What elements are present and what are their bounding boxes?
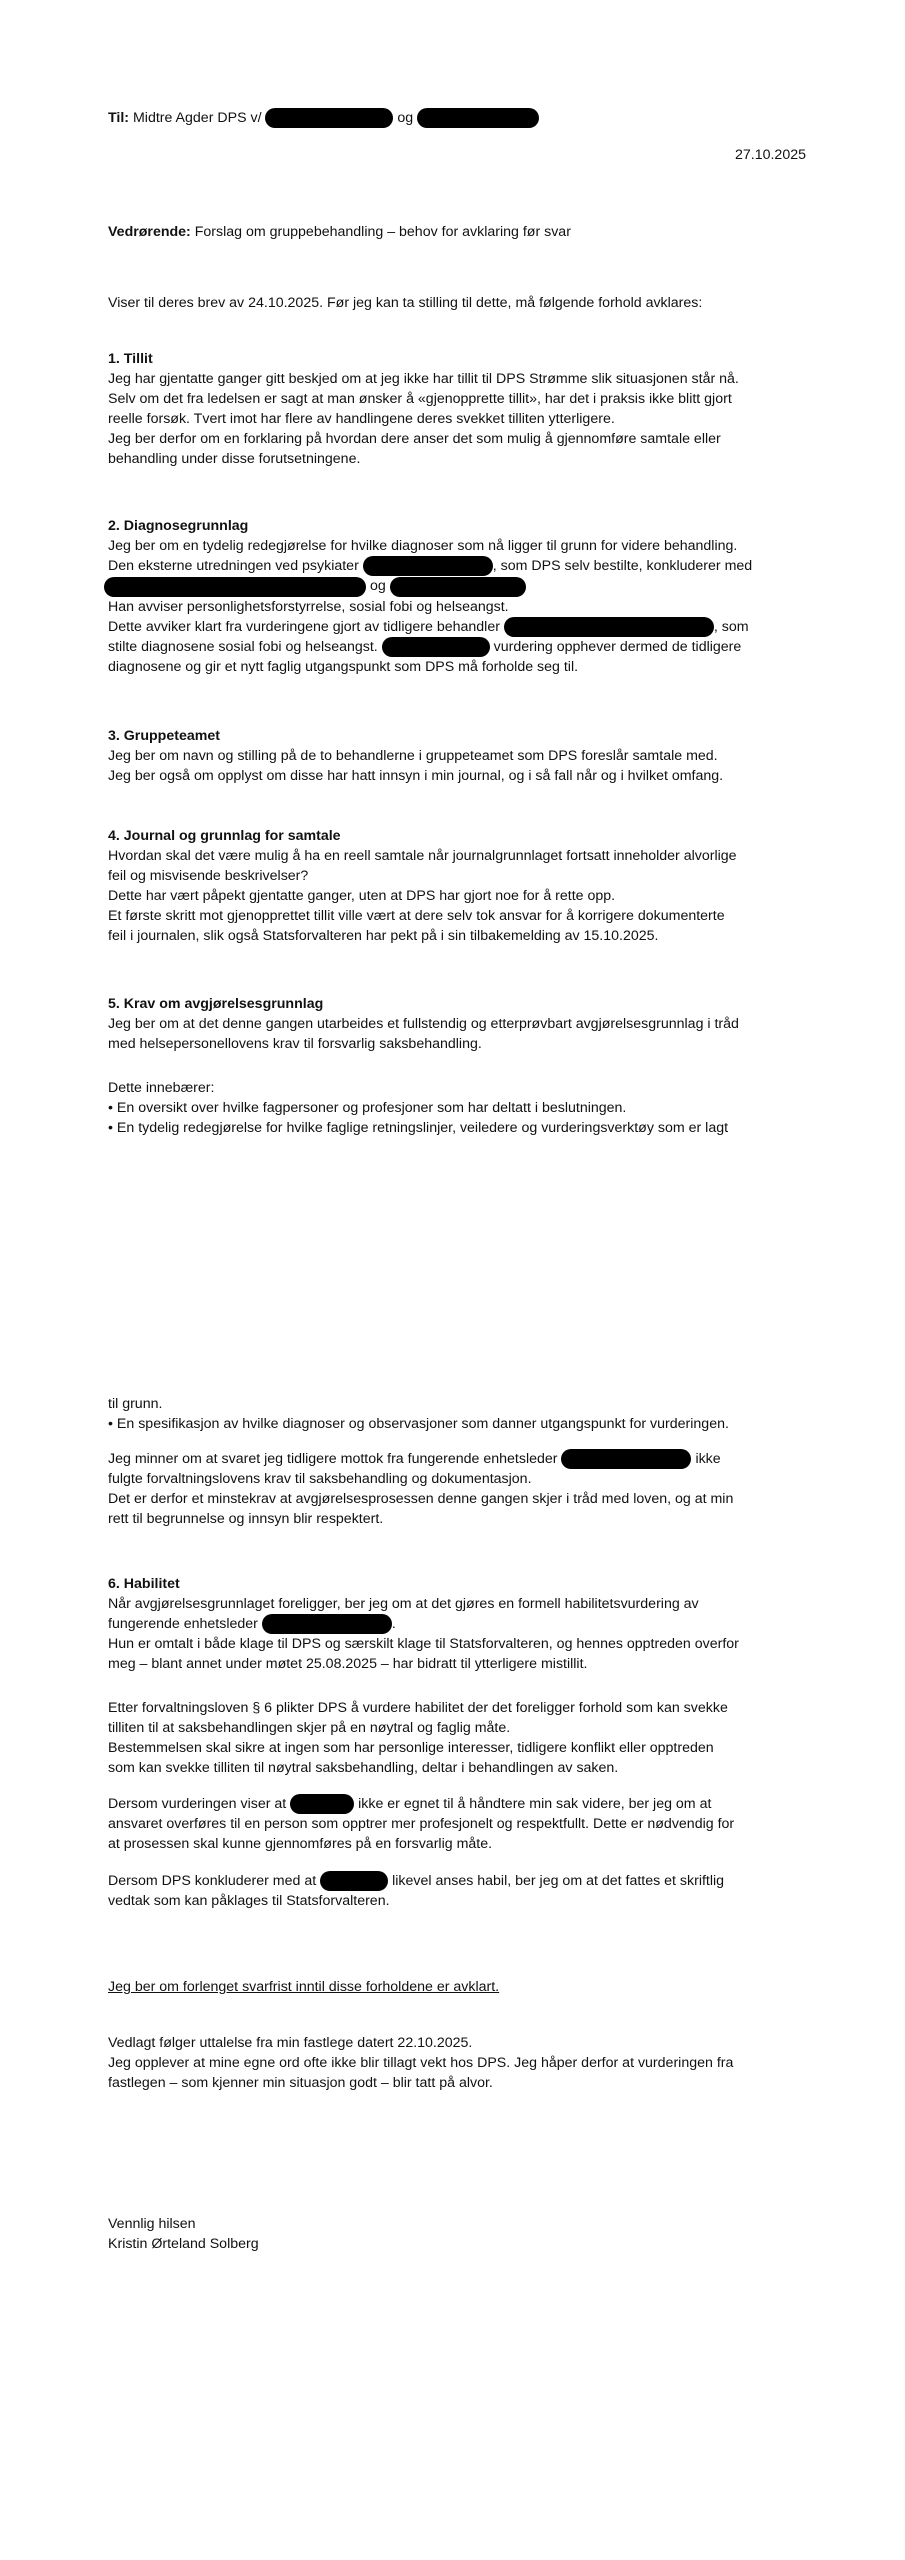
text-line: Jeg ber derfor om en forklaring på hvordan dere anser det som mulig å gjennomføre samtale eller: [108, 431, 721, 447]
text-line: som kan svekke tilliten til nøytral saksbehandling, deltar i behandlingen av saken.: [108, 1760, 619, 1776]
text-line: Det er derfor et minstekrav at avgjørelsesprosessen denne gangen skjer i tråd med loven, og at min: [108, 1491, 734, 1508]
text-fragment: Den eksterne utredningen ved psykiater: [108, 558, 359, 574]
text-line: tilliten til at saksbehandlingen skjer på en nøytral og faglig måte.: [108, 1720, 511, 1736]
redaction-mark: [504, 617, 714, 637]
text-line: Jeg ber om en tydelig redegjørelse for hvilke diagnoser som nå ligger til grunn for videre behandling.: [108, 538, 738, 554]
redaction-mark: [265, 108, 393, 128]
text-line: Jeg har gjentatte ganger gitt beskjed om at jeg ikke har tillit til DPS Strømme slik situasjonen står nå.: [108, 371, 739, 387]
text-line: feil og misvisende beskrivelser?: [108, 868, 309, 884]
text-fragment: vurdering opphever dermed de tidligere: [493, 638, 742, 655]
text-line: [108, 1614, 808, 1634]
text-line: at prosessen skal kunne gjennomføres på en forsvarlig måte.: [108, 1836, 493, 1853]
redaction-mark: [363, 556, 493, 576]
section-5-reminder: [108, 1449, 808, 1529]
deadline-request: Jeg ber om forlenget svarfrist inntil disse forholdene er avklart.: [108, 1979, 500, 1995]
text-line: [108, 637, 808, 657]
attachment-note: [108, 2033, 808, 2093]
section-6-paragraph-3: [108, 1794, 808, 1854]
text-line: Et første skritt mot gjenopprettet tillit ville vært at dere selv tok ansvar for å korrigere dokumenterte: [108, 908, 725, 924]
text-line: Jeg ber om at det denne gangen utarbeides et fullstendig og etterprøvbart avgjørelsesgrunnlag i tråd: [108, 1016, 739, 1032]
to-text: Midtre Agder DPS v/: [132, 110, 262, 126]
text-line: meg – blant annet under møtet 25.08.2025 – har bidratt til ytterligere mistillit.: [108, 1656, 588, 1673]
section-heading: 5. Krav om avgjørelsesgrunnlag: [108, 996, 324, 1012]
text-line: behandling under disse forutsetningene.: [108, 451, 361, 467]
section-6: [108, 1574, 808, 1674]
list-item: • En tydelig redegjørelse for hvilke faglige retningslinjer, veiledere og vurderingsverktøy som er lagt: [108, 1120, 729, 1136]
to-and: og: [397, 110, 414, 126]
text-line: rett til begrunnelse og innsyn blir respektert.: [108, 1511, 384, 1528]
redaction-mark: [104, 577, 366, 597]
text-fragment: ikke: [695, 1451, 721, 1467]
text-line: ansvaret overføres til en person som opptrer mer profesjonelt og respektfullt. Dette er nødvendig for: [108, 1816, 735, 1833]
section-5-list: [108, 1078, 808, 1138]
list-item: • En oversikt over hvilke fagpersoner og profesjoner som har deltatt i beslutningen.: [108, 1100, 627, 1116]
redaction-mark: [262, 1614, 392, 1634]
text-fragment: og: [369, 578, 386, 595]
text-line: Etter forvaltningsloven § 6 plikter DPS å vurdere habilitet der det foreligger forhold som kan svekke: [108, 1700, 728, 1716]
text-fragment: Dersom vurderingen viser at: [108, 1796, 287, 1812]
text-line: [108, 1794, 808, 1814]
text-fragment: stilte diagnosene sosial fobi og helseangst.: [108, 638, 378, 655]
text-line: Jeg ber også om opplyst om disse har hatt innsyn i min journal, og i så fall når og i hvilket omfang.: [108, 768, 724, 784]
text-line: fulgte forvaltningslovens krav til saksbehandling og dokumentasjon.: [108, 1471, 532, 1488]
text-line: [108, 617, 808, 637]
subject-label: Vedrørende:: [108, 224, 191, 240]
text-line: [104, 576, 808, 596]
text-line: Vedlagt følger uttalelse fra min fastlege datert 22.10.2025.: [108, 2035, 473, 2051]
redaction-mark: [320, 1871, 388, 1891]
to-label: Til:: [108, 110, 130, 126]
redaction-mark: [390, 577, 526, 597]
section-heading: 6. Habilitet: [108, 1576, 180, 1592]
text-line: Bestemmelsen skal sikre at ingen som har personlige interesser, tidligere konflikt eller opptreden: [108, 1740, 714, 1756]
text-fragment: Jeg minner om at svaret jeg tidligere mottok fra fungerende enhetsleder: [108, 1451, 558, 1467]
subject-text: Forslag om gruppebehandling – behov for avklaring før svar: [194, 224, 571, 240]
text-line: Jeg ber om navn og stilling på de to behandlerne i gruppeteamet som DPS foreslår samtale med.: [108, 748, 718, 764]
subject-line: [108, 222, 808, 242]
text-line: Dette innebærer:: [108, 1080, 215, 1096]
section-3: [108, 726, 808, 786]
text-line: Hvordan skal det være mulig å ha en reell samtale når journalgrunnlaget fortsatt inneholder alvorlige: [108, 848, 737, 864]
text-fragment: fungerende enhetsleder: [108, 1616, 258, 1632]
redaction-mark: [417, 108, 539, 128]
text-fragment: Dette avviker klart fra vurderingene gjort av tidligere behandler: [108, 618, 500, 635]
section-2: [108, 516, 808, 677]
text-fragment: .: [391, 1616, 396, 1632]
text-line: Dette har vært påpekt gjentatte ganger, uten at DPS har gjort noe for å rette opp.: [108, 888, 616, 904]
section-4: [108, 826, 808, 946]
redaction-mark: [561, 1449, 691, 1469]
section-6-paragraph-4: [108, 1871, 808, 1911]
text-line: [108, 556, 808, 576]
greeting: Vennlig hilsen: [108, 2216, 196, 2232]
text-line: Selv om det fra ledelsen er sagt at man ønsker å «gjenopprette tillit», har det i praksis ikke blitt gjort: [108, 391, 732, 407]
text-fragment: Dersom DPS konkluderer med at: [108, 1873, 317, 1889]
text-line: Hun er omtalt i både klage til DPS og særskilt klage til Statsforvalteren, og hennes opptreden overfor: [108, 1636, 739, 1653]
section-heading: 1. Tillit: [108, 351, 153, 367]
text-line: reelle forsøk. Tvert imot har flere av handlingene deres svekket tilliten ytterligere.: [108, 411, 615, 427]
section-5: [108, 994, 808, 1054]
text-fragment: , som: [713, 618, 749, 635]
signature-block: [108, 2214, 808, 2254]
text-line: vedtak som kan påklages til Statsforvalteren.: [108, 1893, 390, 1910]
redaction-mark: [382, 637, 490, 657]
text-line: [108, 1449, 808, 1469]
text-line: diagnosene og gir et nytt faglig utgangspunkt som DPS må forholde seg til.: [108, 659, 579, 675]
text-fragment: ikke er egnet til å håndtere min sak videre, ber jeg om at: [358, 1796, 712, 1812]
text-line: [108, 1871, 808, 1891]
signature-name: Kristin Ørteland Solberg: [108, 2236, 259, 2252]
text-line: med helsepersonellovens krav til forsvarlig saksbehandling.: [108, 1036, 482, 1052]
section-heading: 4. Journal og grunnlag for samtale: [108, 828, 341, 844]
section-heading: 3. Gruppeteamet: [108, 728, 220, 744]
text-line: Han avviser personlighetsforstyrrelse, sosial fobi og helseangst.: [108, 598, 509, 615]
section-1: [108, 349, 808, 469]
letter-date: 27.10.2025: [734, 147, 806, 163]
recipient-line: [108, 108, 808, 128]
list-item-continued: til grunn.: [108, 1396, 163, 1412]
text-fragment: likevel anses habil, ber jeg om at det fattes et skriftlig: [392, 1873, 725, 1889]
intro-paragraph: Viser til deres brev av 24.10.2025. Før jeg kan ta stilling til dette, må følgende forhold avklares:: [108, 295, 703, 311]
text-line: fastlegen – som kjenner min situasjon godt – blir tatt på alvor.: [108, 2075, 493, 2091]
text-line: Når avgjørelsesgrunnlaget foreligger, ber jeg om at det gjøres en formell habilitetsvurdering av: [108, 1596, 699, 1612]
section-heading: 2. Diagnosegrunnlag: [108, 518, 249, 534]
text-fragment: , som DPS selv bestilte, konkluderer med: [492, 558, 753, 574]
list-item: • En spesifikasjon av hvilke diagnoser og observasjoner som danner utgangspunkt for vurderingen.: [108, 1416, 729, 1432]
section-6-paragraph-2: [108, 1698, 808, 1778]
text-line: Jeg opplever at mine egne ord ofte ikke blir tillagt vekt hos DPS. Jeg håper derfor at vurderingen fra: [108, 2055, 734, 2071]
text-line: feil i journalen, slik også Statsforvalteren har pekt på i sin tilbakemelding av 15.10.2025.: [108, 928, 659, 944]
section-5-continued: [108, 1394, 808, 1434]
redaction-mark: [290, 1794, 354, 1814]
